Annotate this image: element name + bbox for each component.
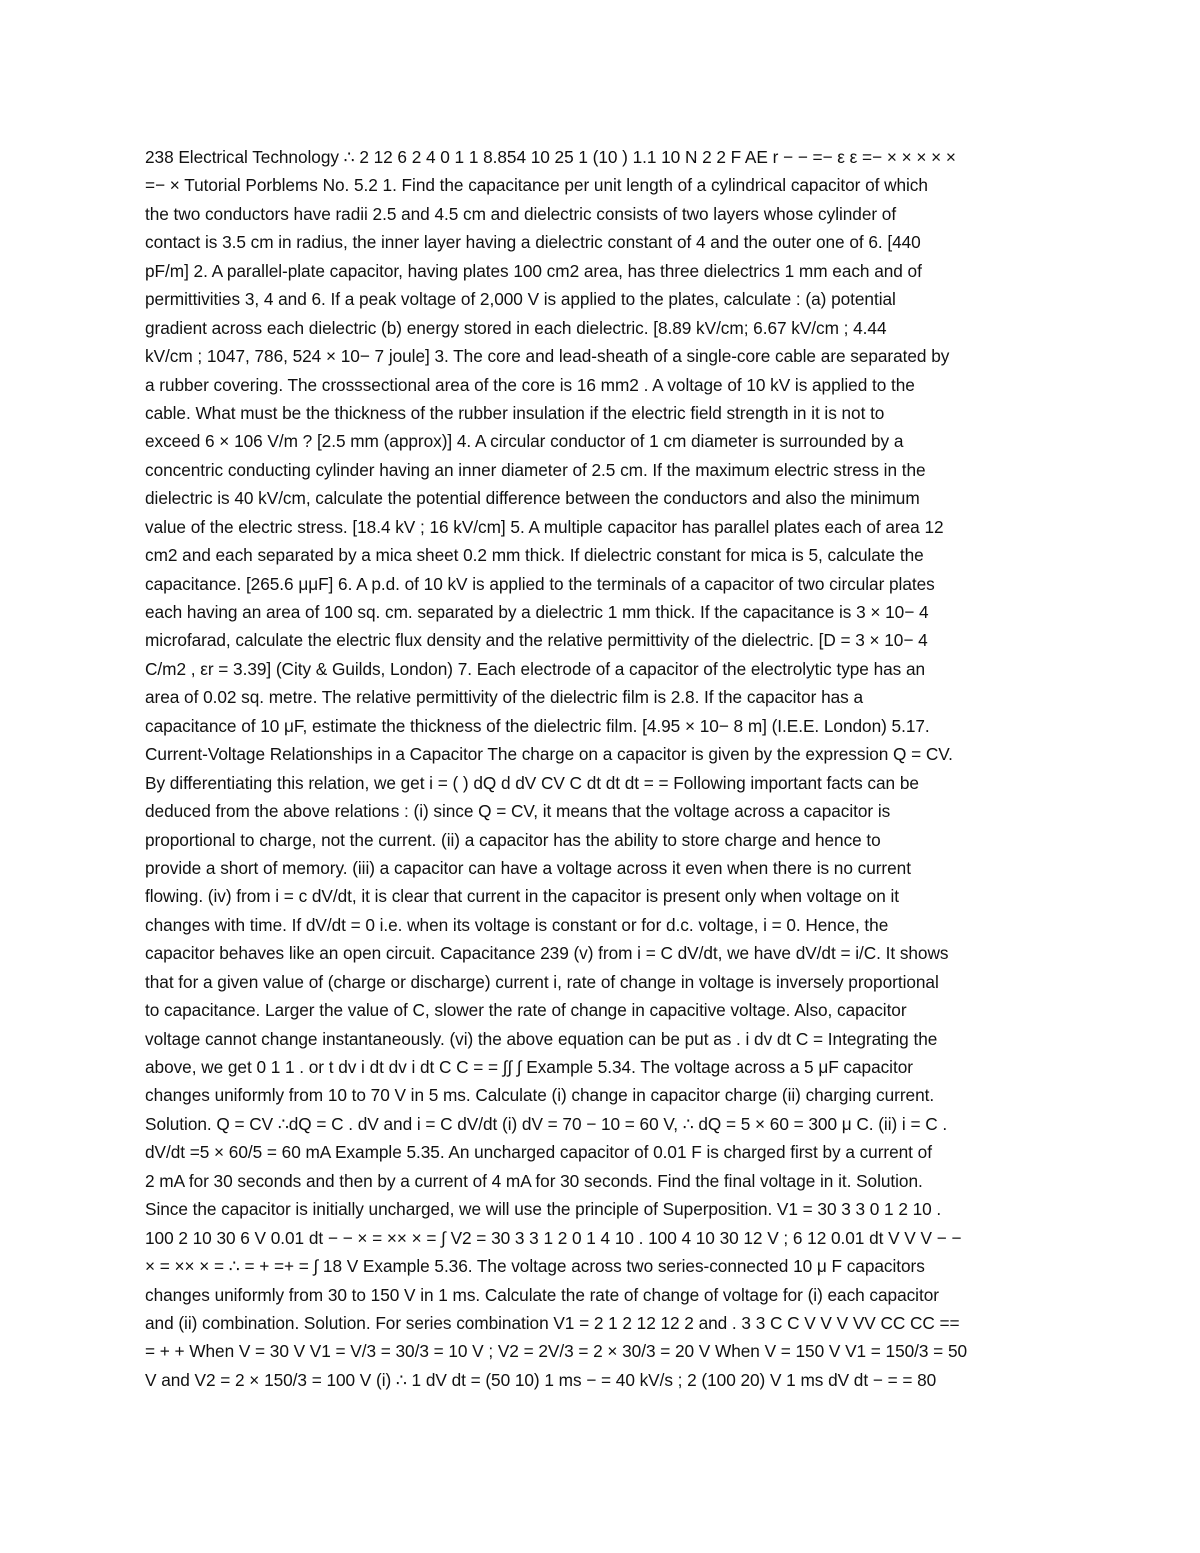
- text-line: changes with time. If dV/dt = 0 i.e. when its voltage is constant or for d.c. voltage, i = 0. Hence, the: [145, 914, 889, 935]
- text-line: By differentiating this relation, we get i = ( ) dQ d dV CV C dt dt dt = = Following important facts can be: [145, 772, 919, 793]
- text-line: changes uniformly from 10 to 70 V in 5 ms. Calculate (i) change in capacitor charge (ii) charging current.: [145, 1085, 935, 1106]
- text-line: flowing. (iv) from i = c dV/dt, it is clear that current in the capacitor is present only when voltage on it: [145, 886, 900, 907]
- text-line: permittivities 3, 4 and 6. If a peak voltage of 2,000 V is applied to the plates, calculate : (a) potential: [145, 289, 896, 310]
- text-line: provide a short of memory. (iii) a capacitor can have a voltage across it even when there is no current: [145, 857, 911, 878]
- text-line: dV/dt =5 × 60/5 = 60 mA Example 5.35. An uncharged capacitor of 0.01 F is charged first by a current of: [145, 1142, 932, 1163]
- text-line: contact is 3.5 cm in radius, the inner layer having a dielectric constant of 4 and the outer one of 6. [440: [145, 232, 921, 253]
- body-text: [145, 143, 1065, 1394]
- text-line: the two conductors have radii 2.5 and 4.5 cm and dielectric consists of two layers whose cylinder of: [145, 203, 897, 224]
- text-line: capacitance. [265.6 μμF] 6. A p.d. of 10 kV is applied to the terminals of a capacitor of two circular plates: [145, 573, 935, 594]
- text-line: gradient across each dielectric (b) energy stored in each dielectric. [8.89 kV/cm; 6.67 kV/cm ; 4.44: [145, 317, 887, 338]
- text-line: C/m2 , εr = 3.39] (City & Guilds, London) 7. Each electrode of a capacitor of the electrolytic type has an: [145, 658, 926, 679]
- text-line: capacitance of 10 μF, estimate the thickness of the dielectric film. [4.95 × 10− 8 m] (I.E.E. London) 5.17.: [145, 715, 930, 736]
- text-line: voltage cannot change instantaneously. (vi) the above equation can be put as . i dv dt C = Integrating the: [145, 1028, 938, 1049]
- text-line: area of 0.02 sq. metre. The relative permittivity of the dielectric film is 2.8. If the capacitor has a: [145, 687, 864, 708]
- text-line: and (ii) combination. Solution. For series combination V1 = 2 1 2 12 12 2 and . 3 3 C C V V V VV CC CC ==: [145, 1312, 960, 1333]
- text-line: proportional to charge, not the current. (ii) a capacitor has the ability to store charge and hence to: [145, 829, 881, 850]
- text-line: exceed 6 × 106 V/m ? [2.5 mm (approx)] 4. A circular conductor of 1 cm diameter is surrounded by a: [145, 431, 904, 452]
- text-line: kV/cm ; 1047, 786, 524 × 10− 7 joule] 3. The core and lead-sheath of a single-core cable are separated by: [145, 346, 950, 367]
- text-line: 2 mA for 30 seconds and then by a current of 4 mA for 30 seconds. Find the final voltage in it. Solution.: [145, 1170, 923, 1191]
- text-line: each having an area of 100 sq. cm. separated by a dielectric 1 mm thick. If the capacitance is 3 × 10− 4: [145, 602, 929, 622]
- text-line: Current-Voltage Relationships in a Capacitor The charge on a capacitor is given by the expression Q = CV.: [145, 744, 953, 765]
- text-line: a rubber covering. The crosssectional area of the core is 16 mm2 . A voltage of 10 kV is applied to the: [145, 374, 915, 395]
- text-line: pF/m] 2. A parallel-plate capacitor, having plates 100 cm2 area, has three dielectrics 1 mm each and of: [145, 260, 922, 281]
- text-line: concentric conducting cylinder having an inner diameter of 2.5 cm. If the maximum electric stress in the: [145, 459, 926, 480]
- text-line: Solution. Q = CV ∴dQ = C . dV and i = C dV/dt (i) dV = 70 − 10 = 60 V, ∴ dQ = 5 × 60 = 300 μ C. (ii) i = C .: [145, 1113, 948, 1134]
- text-line: that for a given value of (charge or discharge) current i, rate of change in voltage is inversely proportional: [145, 971, 939, 992]
- text-line: to capacitance. Larger the value of C, slower the rate of change in capacitive voltage. Also, capacitor: [145, 1000, 907, 1021]
- text-line: cm2 and each separated by a mica sheet 0.2 mm thick. If dielectric constant for mica is 5, calculate the: [145, 545, 924, 566]
- text-line: 238 Electrical Technology ∴ 2 12 6 2 4 0 1 1 8.854 10 25 1 (10 ) 1.1 10 N 2 2 F AE r − − =− ε ε =− × × × × ×: [145, 147, 956, 167]
- text-line: V and V2 = 2 × 150/3 = 100 V (i) ∴ 1 dV dt = (50 10) 1 ms − = 40 kV/s ; 2 (100 20) V 1 ms dV dt − = = 80: [145, 1369, 937, 1390]
- text-line: capacitor behaves like an open circuit. Capacitance 239 (v) from i = C dV/dt, we have dV/dt = i/C. It shows: [145, 943, 949, 964]
- text-line: changes uniformly from 30 to 150 V in 1 ms. Calculate the rate of change of voltage for (i) each capacitor: [145, 1284, 939, 1305]
- text-line: deduced from the above relations : (i) since Q = CV, it means that the voltage across a capacitor is: [145, 801, 891, 822]
- text-line: above, we get 0 1 1 . or t dv i dt dv i dt C C = = ∫∫ ∫ Example 5.34. The voltage across a 5 μF capacitor: [145, 1057, 913, 1077]
- text-line: =− × Tutorial Porblems No. 5.2 1. Find the capacitance per unit length of a cylindrical capacitor of which: [145, 175, 928, 196]
- text-line: cable. What must be the thickness of the rubber insulation if the electric field strength in it is not to: [145, 402, 885, 423]
- text-line: microfarad, calculate the electric flux density and the relative permittivity of the dielectric. [D = 3 × 10− 4: [145, 630, 928, 651]
- text-line: dielectric is 40 kV/cm, calculate the potential difference between the conductors and also the minimum: [145, 488, 920, 509]
- text-line: 100 2 10 30 6 V 0.01 dt − − × = ×× × = ∫ V2 = 30 3 3 1 2 0 1 4 10 . 100 4 10 30 12 V ; 6 12 0.01 dt V V V − −: [145, 1227, 962, 1248]
- text-line: value of the electric stress. [18.4 kV ; 16 kV/cm] 5. A multiple capacitor has parallel plates each of area 12: [145, 516, 944, 537]
- text-line: = + + When V = 30 V V1 = V/3 = 30/3 = 10 V ; V2 = 2V/3 = 2 × 30/3 = 20 V When V = 150 V V1 = 150/3 = 50: [145, 1341, 968, 1362]
- text-line: Since the capacitor is initially uncharged, we will use the principle of Superposition. V1 = 30 3 3 0 1 2 10 .: [145, 1199, 942, 1220]
- text-line: × = ×× × = ∴ = + =+ = ∫ 18 V Example 5.36. The voltage across two series-connected 10 μ F capacitors: [145, 1256, 925, 1277]
